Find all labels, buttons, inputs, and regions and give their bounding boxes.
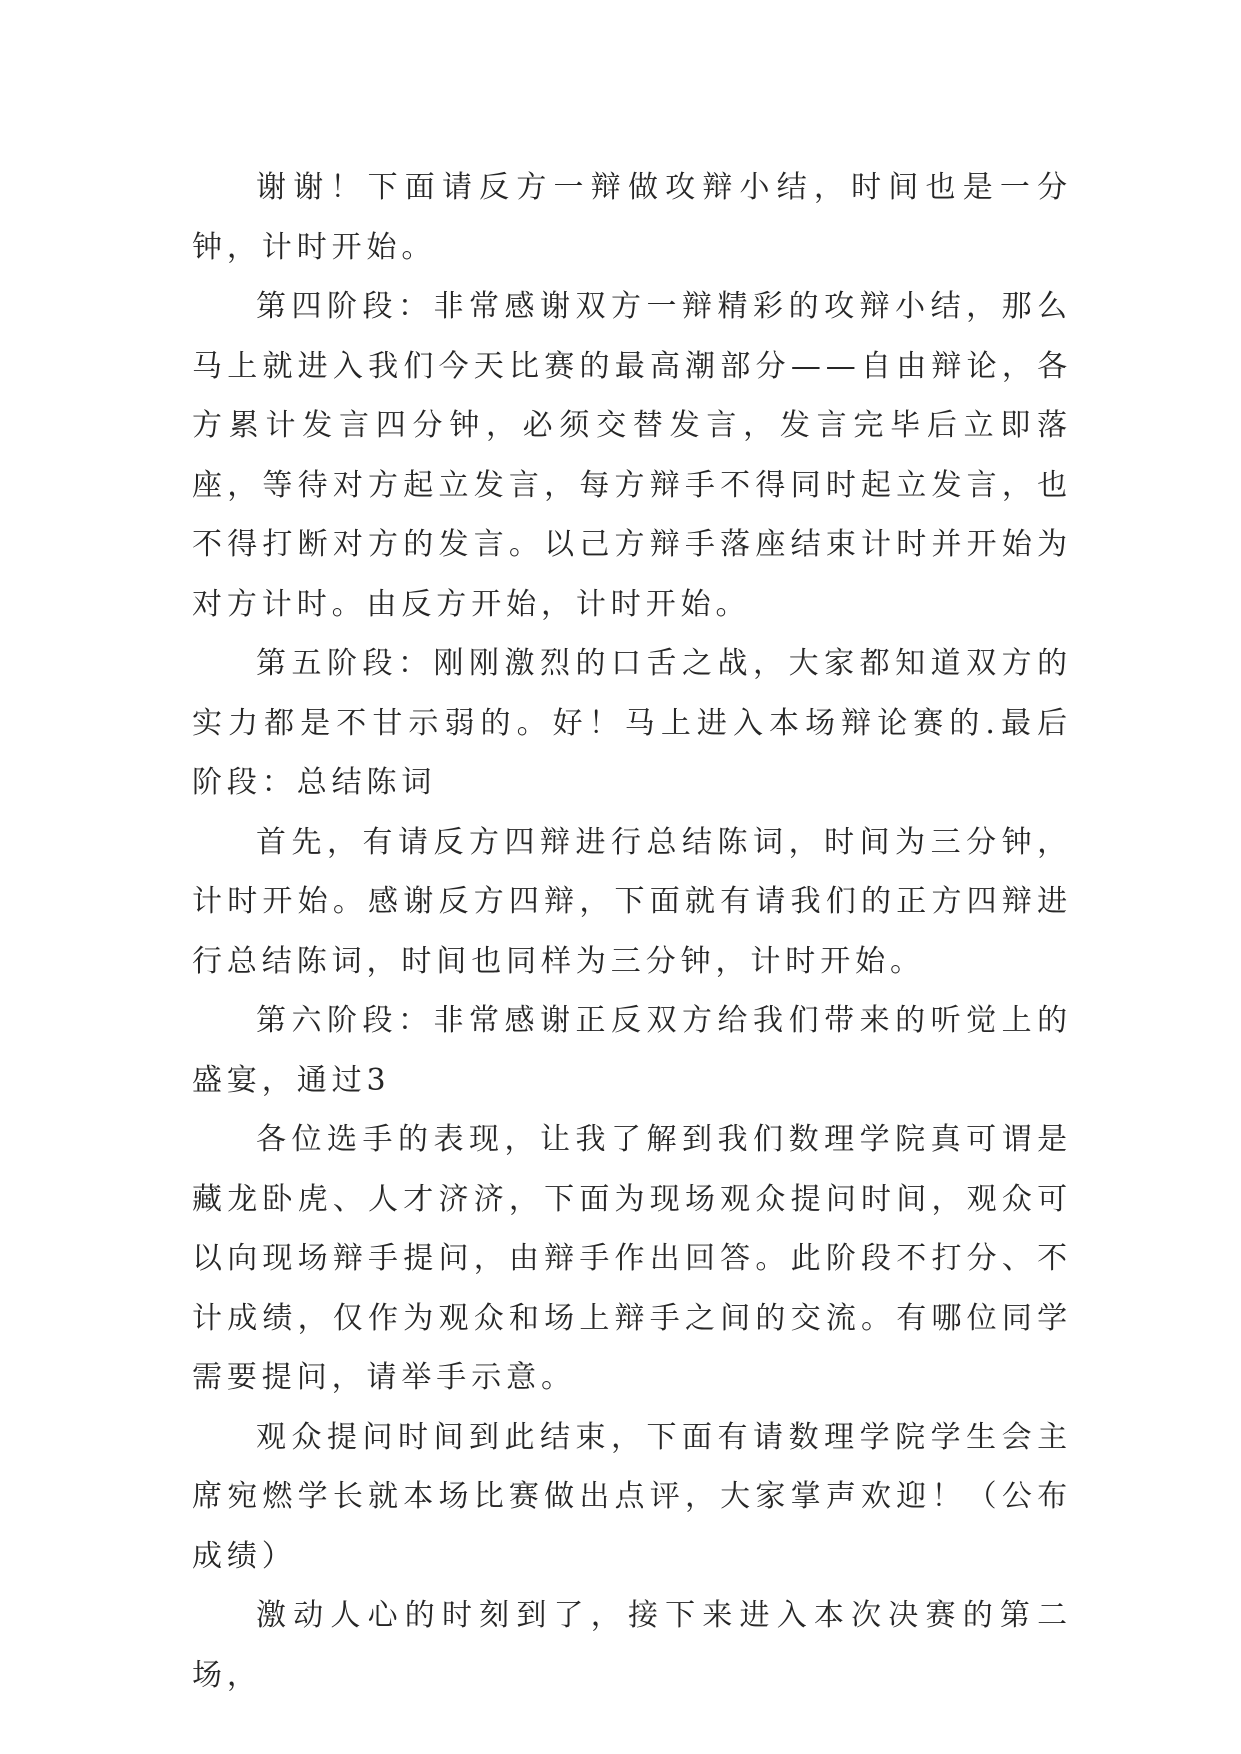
paragraph-6: 各位选手的表现，让我了解到我们数理学院真可谓是藏龙卧虎、人才济济，下面为现场观众提问时间，观众可以向现场辩手提问，由辩手作出回答。此阶段不打分、不计成绩，仅作为观众和场上辩手之间的交流。有哪位同学需要提问，请举手示意。 <box>192 1122 1072 1395</box>
paragraph-2: 第四阶段：非常感谢双方一辩精彩的攻辩小结，那么马上就进入我们今天比赛的最高潮部分——自由辩论，各方累计发言四分钟，必须交替发言，发言完毕后立即落座，等待对方起立发言，每方辩手不得同时起立发言，也不得打断对方的发言。以己方辩手落座结束计时并开始为对方计时。由反方开始，计时开始。 <box>192 289 1072 622</box>
paragraph-5: 第六阶段：非常感谢正反双方给我们带来的听觉上的盛宴，通过3 <box>192 1003 1072 1098</box>
document-body <box>192 158 1072 1705</box>
paragraph-3: 第五阶段：刚刚激烈的口舌之战，大家都知道双方的实力都是不甘示弱的。好！马上进入本场辩论赛的.最后阶段：总结陈词 <box>192 646 1072 800</box>
paragraph-4: 首先，有请反方四辩进行总结陈词，时间为三分钟，计时开始。感谢反方四辩，下面就有请我们的正方四辩进行总结陈词，时间也同样为三分钟，计时开始。 <box>192 824 1072 979</box>
paragraph-1: 谢谢！下面请反方一辩做攻辩小结，时间也是一分钟，计时开始。 <box>192 170 1072 265</box>
paragraph-7: 观众提问时间到此结束，下面有请数理学院学生会主席宛燃学长就本场比赛做出点评，大家掌声欢迎！（公布成绩） <box>192 1419 1072 1574</box>
paragraph-8: 激动人心的时刻到了，接下来进入本次决赛的第二场， <box>192 1598 1072 1693</box>
